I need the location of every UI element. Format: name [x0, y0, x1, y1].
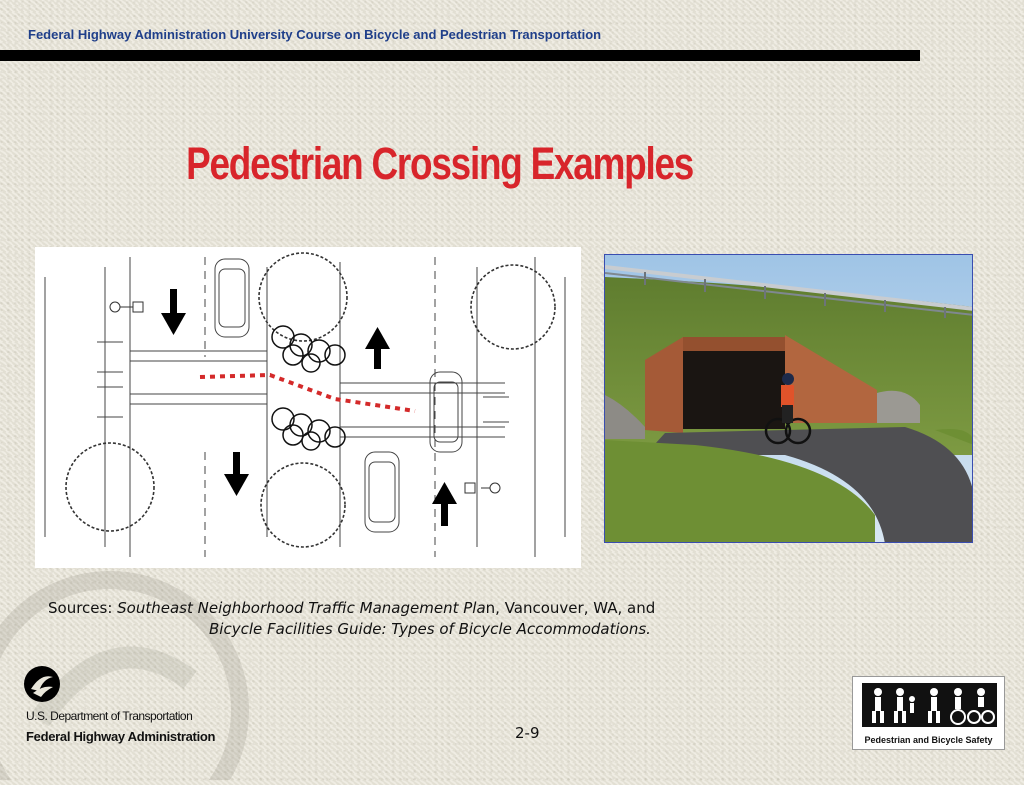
agency-line-1: U.S. Department of Transportation — [26, 709, 193, 723]
course-header: Federal Highway Administration University Course on Bicycle and Pedestrian Transportation — [28, 27, 602, 42]
dot-logo-icon — [23, 665, 61, 703]
safety-logo-label: Pedestrian and Bicycle Safety — [864, 735, 993, 745]
crossing-plan-diagram — [35, 247, 581, 568]
sources-line-2 — [48, 619, 655, 640]
sources-note — [48, 598, 655, 640]
source-1-title: Southeast Neighborhood Traffic Management Pla — [117, 599, 486, 617]
sources-line-1 — [48, 598, 655, 619]
source-1-rest: n, Vancouver, WA, and — [485, 599, 656, 617]
underpass-photo — [604, 254, 973, 543]
source-2-title: Bicycle Facilities Guide: Types of Bicycle Accommodations. — [209, 620, 651, 638]
sources-prefix: Sources: — [48, 599, 118, 617]
agency-line-2: Federal Highway Administration — [26, 729, 216, 744]
header-rule — [0, 50, 920, 61]
page-number: 2-9 — [515, 724, 540, 742]
slide-title: Pedestrian Crossing Examples — [186, 138, 694, 189]
ped-bike-safety-logo — [852, 676, 1005, 750]
